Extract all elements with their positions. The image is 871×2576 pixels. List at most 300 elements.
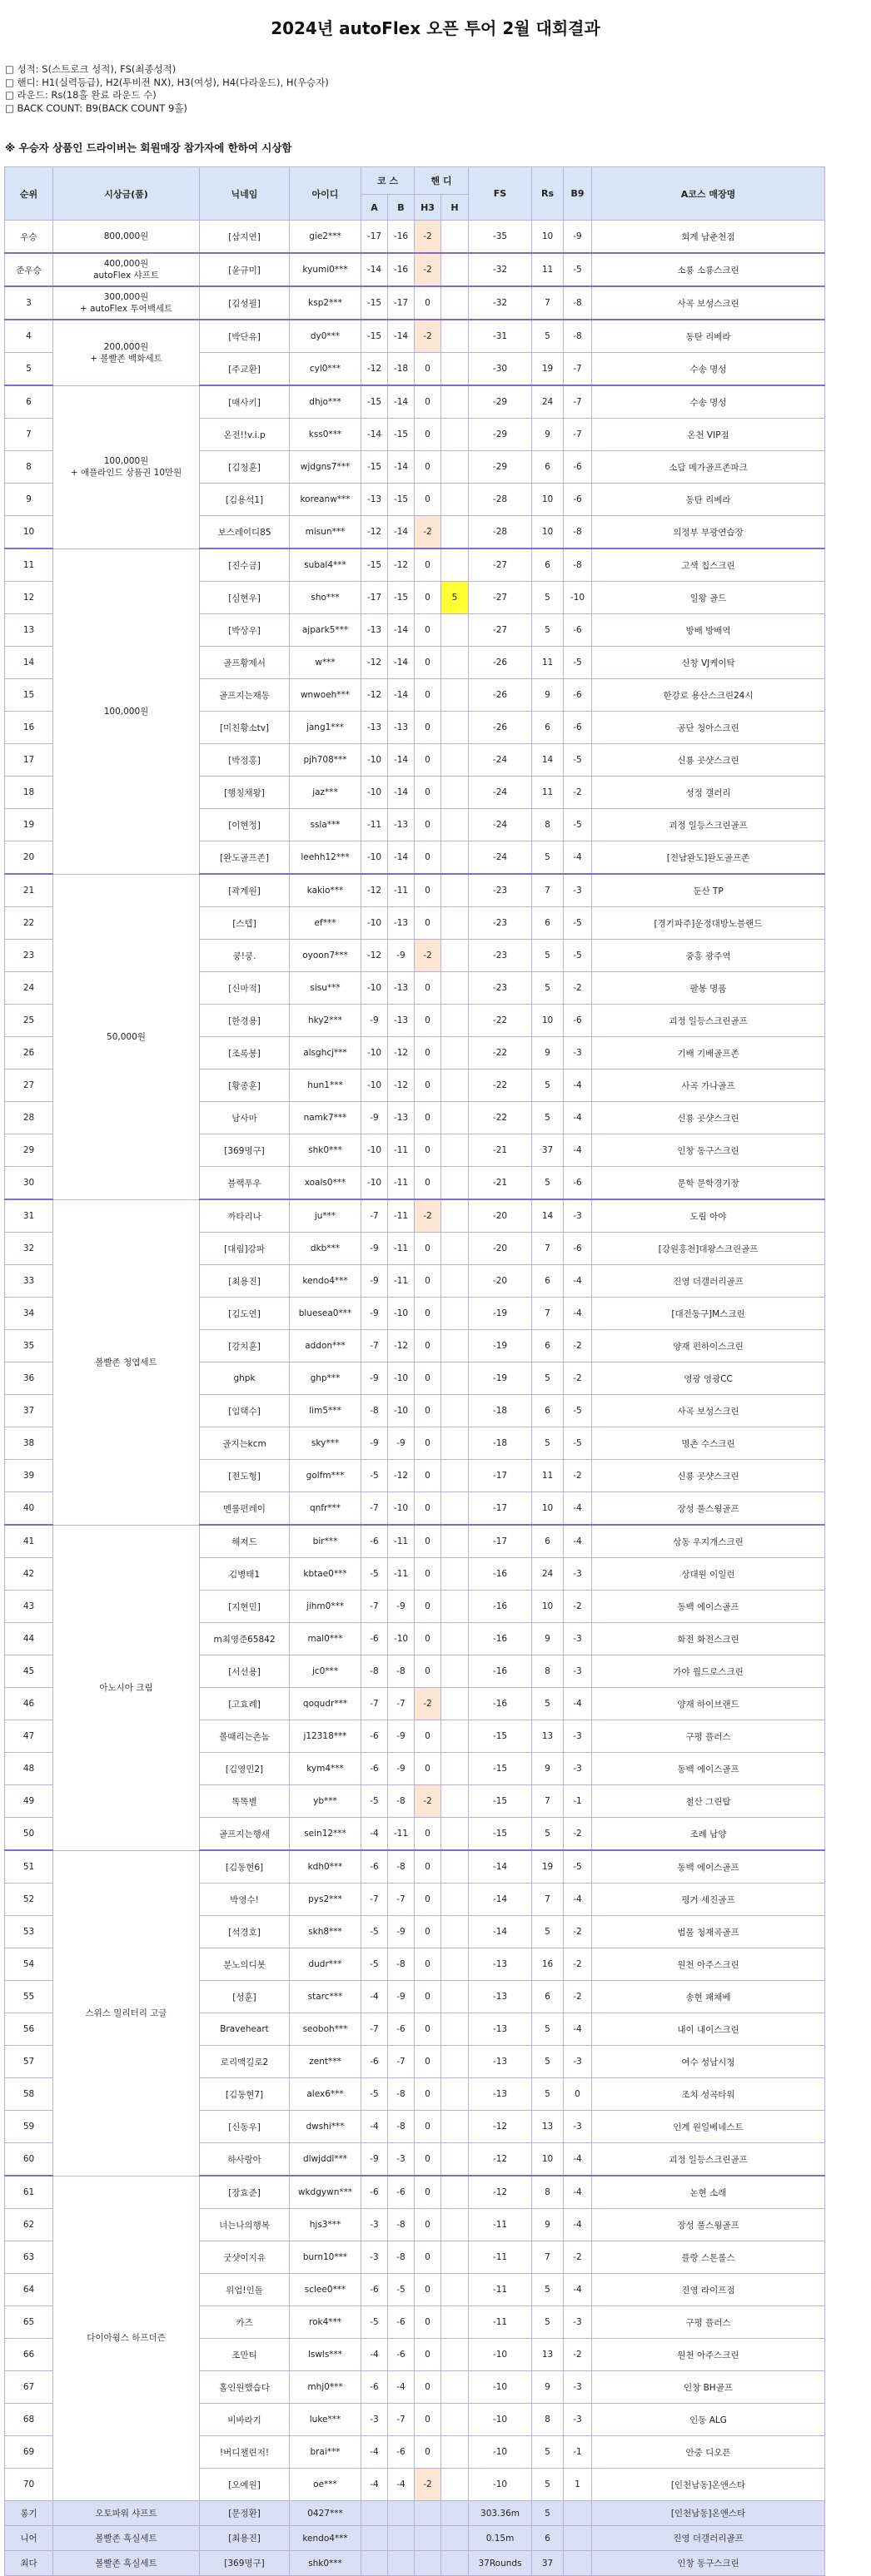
rank-cell: 62 [5, 2209, 53, 2241]
course-b-cell: -9 [388, 1720, 415, 1753]
handi-h-cell [441, 1916, 469, 1948]
nickname-cell: [황종훈] [200, 1070, 290, 1102]
header-rank: 순위 [5, 167, 53, 221]
course-a-cell: -15 [361, 451, 388, 484]
rank-cell: 64 [5, 2274, 53, 2306]
back-count-cell: -5 [564, 1427, 592, 1460]
back-count-cell: -4 [564, 1688, 592, 1720]
course-b-cell: -15 [388, 484, 415, 516]
back-count-cell: -7 [564, 385, 592, 419]
rounds-cell: 6 [532, 712, 564, 744]
venue-cell: 동탄 리베라 [592, 484, 825, 516]
course-a-cell: -6 [361, 2176, 388, 2209]
nickname-cell: 골프지는재동 [200, 679, 290, 712]
final-score-cell: -22 [469, 1037, 532, 1070]
rounds-cell: 5 [532, 972, 564, 1005]
id-cell: hun1*** [290, 1070, 361, 1102]
final-score-cell: -19 [469, 1298, 532, 1330]
venue-cell: 신룡 곳샷스크린 [592, 1102, 825, 1134]
back-count-cell: -3 [564, 2404, 592, 2436]
id-cell: sho*** [290, 582, 361, 614]
back-count-cell: -3 [564, 1753, 592, 1785]
course-a-cell: -15 [361, 286, 388, 320]
id-cell: wnwoeh*** [290, 679, 361, 712]
id-cell: jc0*** [290, 1655, 361, 1688]
venue-cell: [경기파주]운정대방노블랜드 [592, 907, 825, 940]
handi-h-cell [441, 712, 469, 744]
rounds-cell: 7 [532, 1298, 564, 1330]
venue-cell: 기배 기배골프존 [592, 1037, 825, 1070]
rounds-cell: 5 [532, 2501, 564, 2526]
rank-cell: 26 [5, 1037, 53, 1070]
rounds-cell: 13 [532, 1720, 564, 1753]
nickname-cell: 골프지는행새 [200, 1818, 290, 1851]
id-cell: dkb*** [290, 1233, 361, 1265]
rank-cell: 6 [5, 385, 53, 419]
handi-h-cell [441, 1298, 469, 1330]
back-count-cell: -2 [564, 1818, 592, 1851]
course-a-cell: -10 [361, 744, 388, 777]
course-a-cell: -6 [361, 1720, 388, 1753]
final-score-cell: -13 [469, 1948, 532, 1981]
rounds-cell: 16 [532, 1948, 564, 1981]
course-b-cell: -13 [388, 712, 415, 744]
final-score-cell: -19 [469, 1330, 532, 1362]
course-a-cell: -11 [361, 809, 388, 841]
rounds-cell: 10 [532, 221, 564, 254]
rank-cell: 61 [5, 2176, 53, 2209]
final-score-cell: -32 [469, 286, 532, 320]
nickname-cell: [이현정] [200, 809, 290, 841]
nickname-cell: 김병태1 [200, 1558, 290, 1591]
final-score-cell: -20 [469, 1199, 532, 1233]
course-a-cell: -13 [361, 614, 388, 647]
rank-cell: 60 [5, 2143, 53, 2176]
course-b-cell: -6 [388, 2176, 415, 2209]
handi-h3-cell: 0 [415, 1005, 441, 1037]
course-a-cell: -15 [361, 385, 388, 419]
handi-h3-cell: 0 [415, 2339, 441, 2371]
back-count-cell: -5 [564, 647, 592, 679]
final-score-cell: -22 [469, 1102, 532, 1134]
venue-cell: 인동 ALG [592, 2404, 825, 2436]
handi-h-cell [441, 744, 469, 777]
nickname-cell: 하사랑아 [200, 2143, 290, 2176]
id-cell: skh8*** [290, 1916, 361, 1948]
final-score-cell: -17 [469, 1460, 532, 1492]
back-count-cell: -8 [564, 320, 592, 353]
rounds-cell: 5 [532, 1916, 564, 1948]
course-b-cell: -8 [388, 1785, 415, 1818]
id-cell: starc*** [290, 1981, 361, 2013]
rounds-cell: 6 [532, 1265, 564, 1298]
nickname-cell: [박정홍] [200, 744, 290, 777]
handi-h-cell [441, 647, 469, 679]
back-count-cell: -3 [564, 2046, 592, 2078]
venue-cell: 진영 라이프점 [592, 2274, 825, 2306]
nickname-cell: 남사마 [200, 1102, 290, 1134]
final-score-cell: -24 [469, 777, 532, 809]
handi-h-cell [441, 1884, 469, 1916]
course-a-cell: -17 [361, 582, 388, 614]
rounds-cell: 19 [532, 1850, 564, 1884]
nickname-cell: [한경용] [200, 1005, 290, 1037]
rank-cell: 51 [5, 1850, 53, 1884]
rounds-cell: 6 [532, 1395, 564, 1427]
back-count-cell: -6 [564, 1233, 592, 1265]
handi-h-cell [441, 1785, 469, 1818]
header-h3: H3 [415, 195, 441, 221]
handi-h3-cell: 0 [415, 2274, 441, 2306]
venue-cell: 인계 원일베네스트 [592, 2111, 825, 2143]
course-b-cell: -11 [388, 874, 415, 907]
handi-h3-cell: 0 [415, 1981, 441, 2013]
handi-h3-cell: 0 [415, 2111, 441, 2143]
final-score-cell: -20 [469, 1265, 532, 1298]
course-b-cell: -17 [388, 286, 415, 320]
course-b-cell: -8 [388, 1655, 415, 1688]
rank-cell: 8 [5, 451, 53, 484]
course-b-cell: -16 [388, 253, 415, 286]
table-row [5, 1850, 825, 1884]
back-count-cell: -6 [564, 712, 592, 744]
course-a-cell: -3 [361, 2209, 388, 2241]
handi-h3-cell: 0 [415, 874, 441, 907]
id-cell: kbtae0*** [290, 1558, 361, 1591]
course-b-cell: -18 [388, 353, 415, 386]
handi-h3-cell: 0 [415, 2046, 441, 2078]
venue-cell: 동백 에이스골프 [592, 1753, 825, 1785]
rounds-cell: 9 [532, 2371, 564, 2404]
nickname-cell: 너는나의행복 [200, 2209, 290, 2241]
table-row [5, 320, 825, 353]
course-b-cell [388, 2551, 415, 2576]
rounds-cell: 7 [532, 1233, 564, 1265]
course-b-cell: -11 [388, 1134, 415, 1167]
nickname-cell: [신동우] [200, 2111, 290, 2143]
handi-h-cell [441, 1558, 469, 1591]
handi-h-cell [441, 2111, 469, 2143]
back-count-cell: -4 [564, 1884, 592, 1916]
note-rounds: □ 라운드: Rs(18홀 완료 라운드 수) [5, 89, 157, 101]
venue-cell: 플랑 스톤롤스 [592, 2241, 825, 2274]
final-score-cell: -22 [469, 1005, 532, 1037]
final-score-cell: -26 [469, 712, 532, 744]
rank-cell: 25 [5, 1005, 53, 1037]
back-count-cell: -2 [564, 2241, 592, 2274]
rank-cell: 40 [5, 1492, 53, 1526]
course-b-cell: -9 [388, 940, 415, 972]
handi-h-cell [441, 2501, 469, 2526]
id-cell: kakio*** [290, 874, 361, 907]
final-score-cell: -14 [469, 1850, 532, 1884]
id-cell: kendo4*** [290, 2526, 361, 2551]
rank-cell: 5 [5, 353, 53, 386]
course-a-cell: -4 [361, 2436, 388, 2469]
handi-h-cell [441, 1753, 469, 1785]
handi-h-cell [441, 1720, 469, 1753]
final-score-cell: -18 [469, 1395, 532, 1427]
header-prize: 시상금(품) [53, 167, 200, 221]
handi-h-cell [441, 253, 469, 286]
rounds-cell: 8 [532, 2176, 564, 2209]
rank-cell: 33 [5, 1265, 53, 1298]
handi-h3-cell: 0 [415, 1818, 441, 1851]
back-count-cell: -3 [564, 1623, 592, 1655]
venue-cell: 공단 청아스크린 [592, 712, 825, 744]
final-score-cell: -24 [469, 809, 532, 841]
handi-h3-cell: -2 [415, 1785, 441, 1818]
rounds-cell: 7 [532, 2241, 564, 2274]
nickname-cell: 로리맥길로2 [200, 2046, 290, 2078]
final-score-cell: -21 [469, 1167, 532, 1200]
nickname-cell: [임택수] [200, 1395, 290, 1427]
handi-h3-cell: 0 [415, 907, 441, 940]
nickname-cell: 비바라기 [200, 2404, 290, 2436]
venue-cell: 중흥 광주역 [592, 940, 825, 972]
nickname-cell: [최용진] [200, 2526, 290, 2551]
handi-h3-cell: 0 [415, 1298, 441, 1330]
prize-notice: ※ 우승자 상품인 드라이버는 회원매장 참가자에 한하여 시상함 [5, 141, 292, 154]
id-cell: dhjo*** [290, 385, 361, 419]
handi-h-cell [441, 2404, 469, 2436]
handi-h3-cell: 0 [415, 712, 441, 744]
final-score-cell: -16 [469, 1688, 532, 1720]
rank-cell: 55 [5, 1981, 53, 2013]
course-a-cell: -9 [361, 1005, 388, 1037]
header-course: 코 스 [361, 167, 415, 195]
final-score-cell: -14 [469, 1916, 532, 1948]
rounds-cell: 5 [532, 2306, 564, 2339]
course-a-cell: -12 [361, 679, 388, 712]
nickname-cell: m최영준65842 [200, 1623, 290, 1655]
course-b-cell: -5 [388, 2274, 415, 2306]
nickname-cell: [오예원] [200, 2469, 290, 2501]
table-row [5, 253, 825, 286]
final-score-cell: -29 [469, 451, 532, 484]
handi-h-cell [441, 1199, 469, 1233]
handi-h3-cell: -2 [415, 221, 441, 254]
id-cell: hjs3*** [290, 2209, 361, 2241]
id-cell: burn10*** [290, 2241, 361, 2274]
final-score-cell: -12 [469, 2176, 532, 2209]
rounds-cell: 5 [532, 2436, 564, 2469]
handi-h-cell [441, 614, 469, 647]
handi-h-cell [441, 777, 469, 809]
handi-h3-cell: 0 [415, 1167, 441, 1200]
rank-cell: 22 [5, 907, 53, 940]
venue-cell: 방배 방배역 [592, 614, 825, 647]
rank-cell: 54 [5, 1948, 53, 1981]
course-b-cell: -11 [388, 1199, 415, 1233]
final-score-cell: -15 [469, 1753, 532, 1785]
venue-cell: 원천 아주스크린 [592, 2339, 825, 2371]
rounds-cell: 11 [532, 647, 564, 679]
handi-h3-cell: 0 [415, 1916, 441, 1948]
back-count-cell: -4 [564, 1492, 592, 1526]
final-score-cell: -13 [469, 1981, 532, 2013]
course-b-cell: -6 [388, 2013, 415, 2046]
header-fs: FS [469, 167, 532, 221]
award-cell: 니어 [5, 2526, 53, 2551]
back-count-cell: -4 [564, 1070, 592, 1102]
handi-h-cell [441, 451, 469, 484]
rounds-cell: 13 [532, 2339, 564, 2371]
nickname-cell: [조록봉] [200, 1037, 290, 1070]
course-a-cell: -5 [361, 1916, 388, 1948]
handi-h3-cell: 0 [415, 2013, 441, 2046]
final-score-cell: -22 [469, 1070, 532, 1102]
rank-cell: 46 [5, 1688, 53, 1720]
course-a-cell: -10 [361, 1134, 388, 1167]
venue-cell: 한강로 용산스크린24시 [592, 679, 825, 712]
rounds-cell: 6 [532, 1981, 564, 2013]
handi-h-cell [441, 2371, 469, 2404]
back-count-cell: -4 [564, 1102, 592, 1134]
handi-h3-cell: -2 [415, 2469, 441, 2501]
nickname-cell: [미친황소tv] [200, 712, 290, 744]
course-a-cell: -6 [361, 2274, 388, 2306]
id-cell: kss0*** [290, 419, 361, 451]
id-cell: ef*** [290, 907, 361, 940]
course-a-cell: -12 [361, 353, 388, 386]
venue-cell: 내이 내이스크린 [592, 2013, 825, 2046]
handi-h-cell [441, 2176, 469, 2209]
handi-h-cell [441, 2436, 469, 2469]
nickname-cell: [강치훈] [200, 1330, 290, 1362]
handi-h3-cell: 0 [415, 1753, 441, 1785]
id-cell: sisu*** [290, 972, 361, 1005]
handi-h-cell [441, 809, 469, 841]
id-cell: addon*** [290, 1330, 361, 1362]
id-cell: qnfr*** [290, 1492, 361, 1526]
id-cell: shk0*** [290, 1134, 361, 1167]
course-b-cell: -12 [388, 548, 415, 582]
nickname-cell: [김도연] [200, 1298, 290, 1330]
rounds-cell: 9 [532, 419, 564, 451]
course-b-cell: -11 [388, 1525, 415, 1558]
final-score-cell: -18 [469, 1427, 532, 1460]
handi-h3-cell: -2 [415, 253, 441, 286]
id-cell: luke*** [290, 2404, 361, 2436]
course-b-cell: -9 [388, 1916, 415, 1948]
venue-cell: [전남완도]완도골프존 [592, 841, 825, 875]
nickname-cell: [진수금] [200, 548, 290, 582]
final-score-cell: -15 [469, 1720, 532, 1753]
rank-cell: 21 [5, 874, 53, 907]
final-score-cell: -17 [469, 1492, 532, 1526]
venue-cell: 괴정 일등스크린골프 [592, 2143, 825, 2176]
final-score-cell: -13 [469, 2013, 532, 2046]
handi-h3-cell: 0 [415, 2371, 441, 2404]
handi-h-cell [441, 1233, 469, 1265]
prize-cell: 볼빨존 청엽세트 [53, 1199, 200, 1525]
rank-cell: 42 [5, 1558, 53, 1591]
handi-h-cell [441, 1591, 469, 1623]
nickname-cell: Braveheart [200, 2013, 290, 2046]
rounds-cell: 24 [532, 385, 564, 419]
nickname-cell: [신마적] [200, 972, 290, 1005]
final-score-cell: -13 [469, 2078, 532, 2111]
rounds-cell: 10 [532, 516, 564, 549]
handi-h3-cell: 0 [415, 744, 441, 777]
id-cell: pjh708*** [290, 744, 361, 777]
back-count-cell: -6 [564, 1167, 592, 1200]
venue-cell: 일왕 골드 [592, 582, 825, 614]
note-score: □ 성적: S(스트로크 성적), FS(최종성적) [5, 63, 177, 75]
nickname-cell: [고효례] [200, 1688, 290, 1720]
handi-h3-cell: 0 [415, 2436, 441, 2469]
handi-h3-cell: 0 [415, 2078, 441, 2111]
back-count-cell: -2 [564, 1948, 592, 1981]
nickname-cell: 박영수! [200, 1884, 290, 1916]
rank-cell: 38 [5, 1427, 53, 1460]
venue-cell: 명촌 수스크린 [592, 1427, 825, 1460]
handi-h3-cell: 0 [415, 2209, 441, 2241]
rank-cell: 15 [5, 679, 53, 712]
id-cell: oe*** [290, 2469, 361, 2501]
nickname-cell: 굿샷이지유 [200, 2241, 290, 2274]
course-a-cell: -5 [361, 2078, 388, 2111]
rank-cell: 65 [5, 2306, 53, 2339]
handi-h-cell [441, 874, 469, 907]
venue-cell: 조치 성곡타워 [592, 2078, 825, 2111]
award-cell: 롱기 [5, 2501, 53, 2526]
handi-h3-cell: 0 [415, 1037, 441, 1070]
venue-cell: 원천 아주스크린 [592, 1948, 825, 1981]
final-score-cell: -15 [469, 1785, 532, 1818]
back-count-cell: -5 [564, 940, 592, 972]
handi-h3-cell: 0 [415, 1884, 441, 1916]
final-score-cell: -11 [469, 2274, 532, 2306]
handi-h-cell [441, 548, 469, 582]
handi-h-cell: 5 [441, 582, 469, 614]
handi-h-cell [441, 385, 469, 419]
rank-cell: 3 [5, 286, 53, 320]
venue-cell: 사곡 보성스크린 [592, 286, 825, 320]
nickname-cell: 골지는kcm [200, 1427, 290, 1460]
handi-h-cell [441, 907, 469, 940]
rounds-cell: 5 [532, 1362, 564, 1395]
course-a-cell: -9 [361, 1233, 388, 1265]
rounds-cell: 9 [532, 679, 564, 712]
handi-h3-cell: 0 [415, 2176, 441, 2209]
nickname-cell: 홀인원했습다 [200, 2371, 290, 2404]
rank-cell: 35 [5, 1330, 53, 1362]
final-score-cell: -24 [469, 744, 532, 777]
prize-cell: 100,000원 [53, 548, 200, 874]
course-a-cell: -9 [361, 1362, 388, 1395]
rank-cell: 7 [5, 419, 53, 451]
handi-h3-cell [415, 2551, 441, 2576]
handi-h-cell [441, 484, 469, 516]
course-a-cell: -10 [361, 907, 388, 940]
course-b-cell: -11 [388, 1818, 415, 1851]
course-a-cell: -6 [361, 1525, 388, 1558]
rounds-cell: 37 [532, 1134, 564, 1167]
course-b-cell: -14 [388, 385, 415, 419]
handi-h3-cell: 0 [415, 2404, 441, 2436]
nickname-cell: !버디챌린저! [200, 2436, 290, 2469]
table-row [5, 286, 825, 320]
venue-cell: 가야 월드로스크린 [592, 1655, 825, 1688]
handi-h-cell [441, 2469, 469, 2501]
course-a-cell: -7 [361, 1688, 388, 1720]
special-award-row [5, 2551, 825, 2576]
prize-cell: 스위스 밀리터리 고글 [53, 1850, 200, 2176]
course-a-cell: -10 [361, 777, 388, 809]
rank-cell: 43 [5, 1591, 53, 1623]
